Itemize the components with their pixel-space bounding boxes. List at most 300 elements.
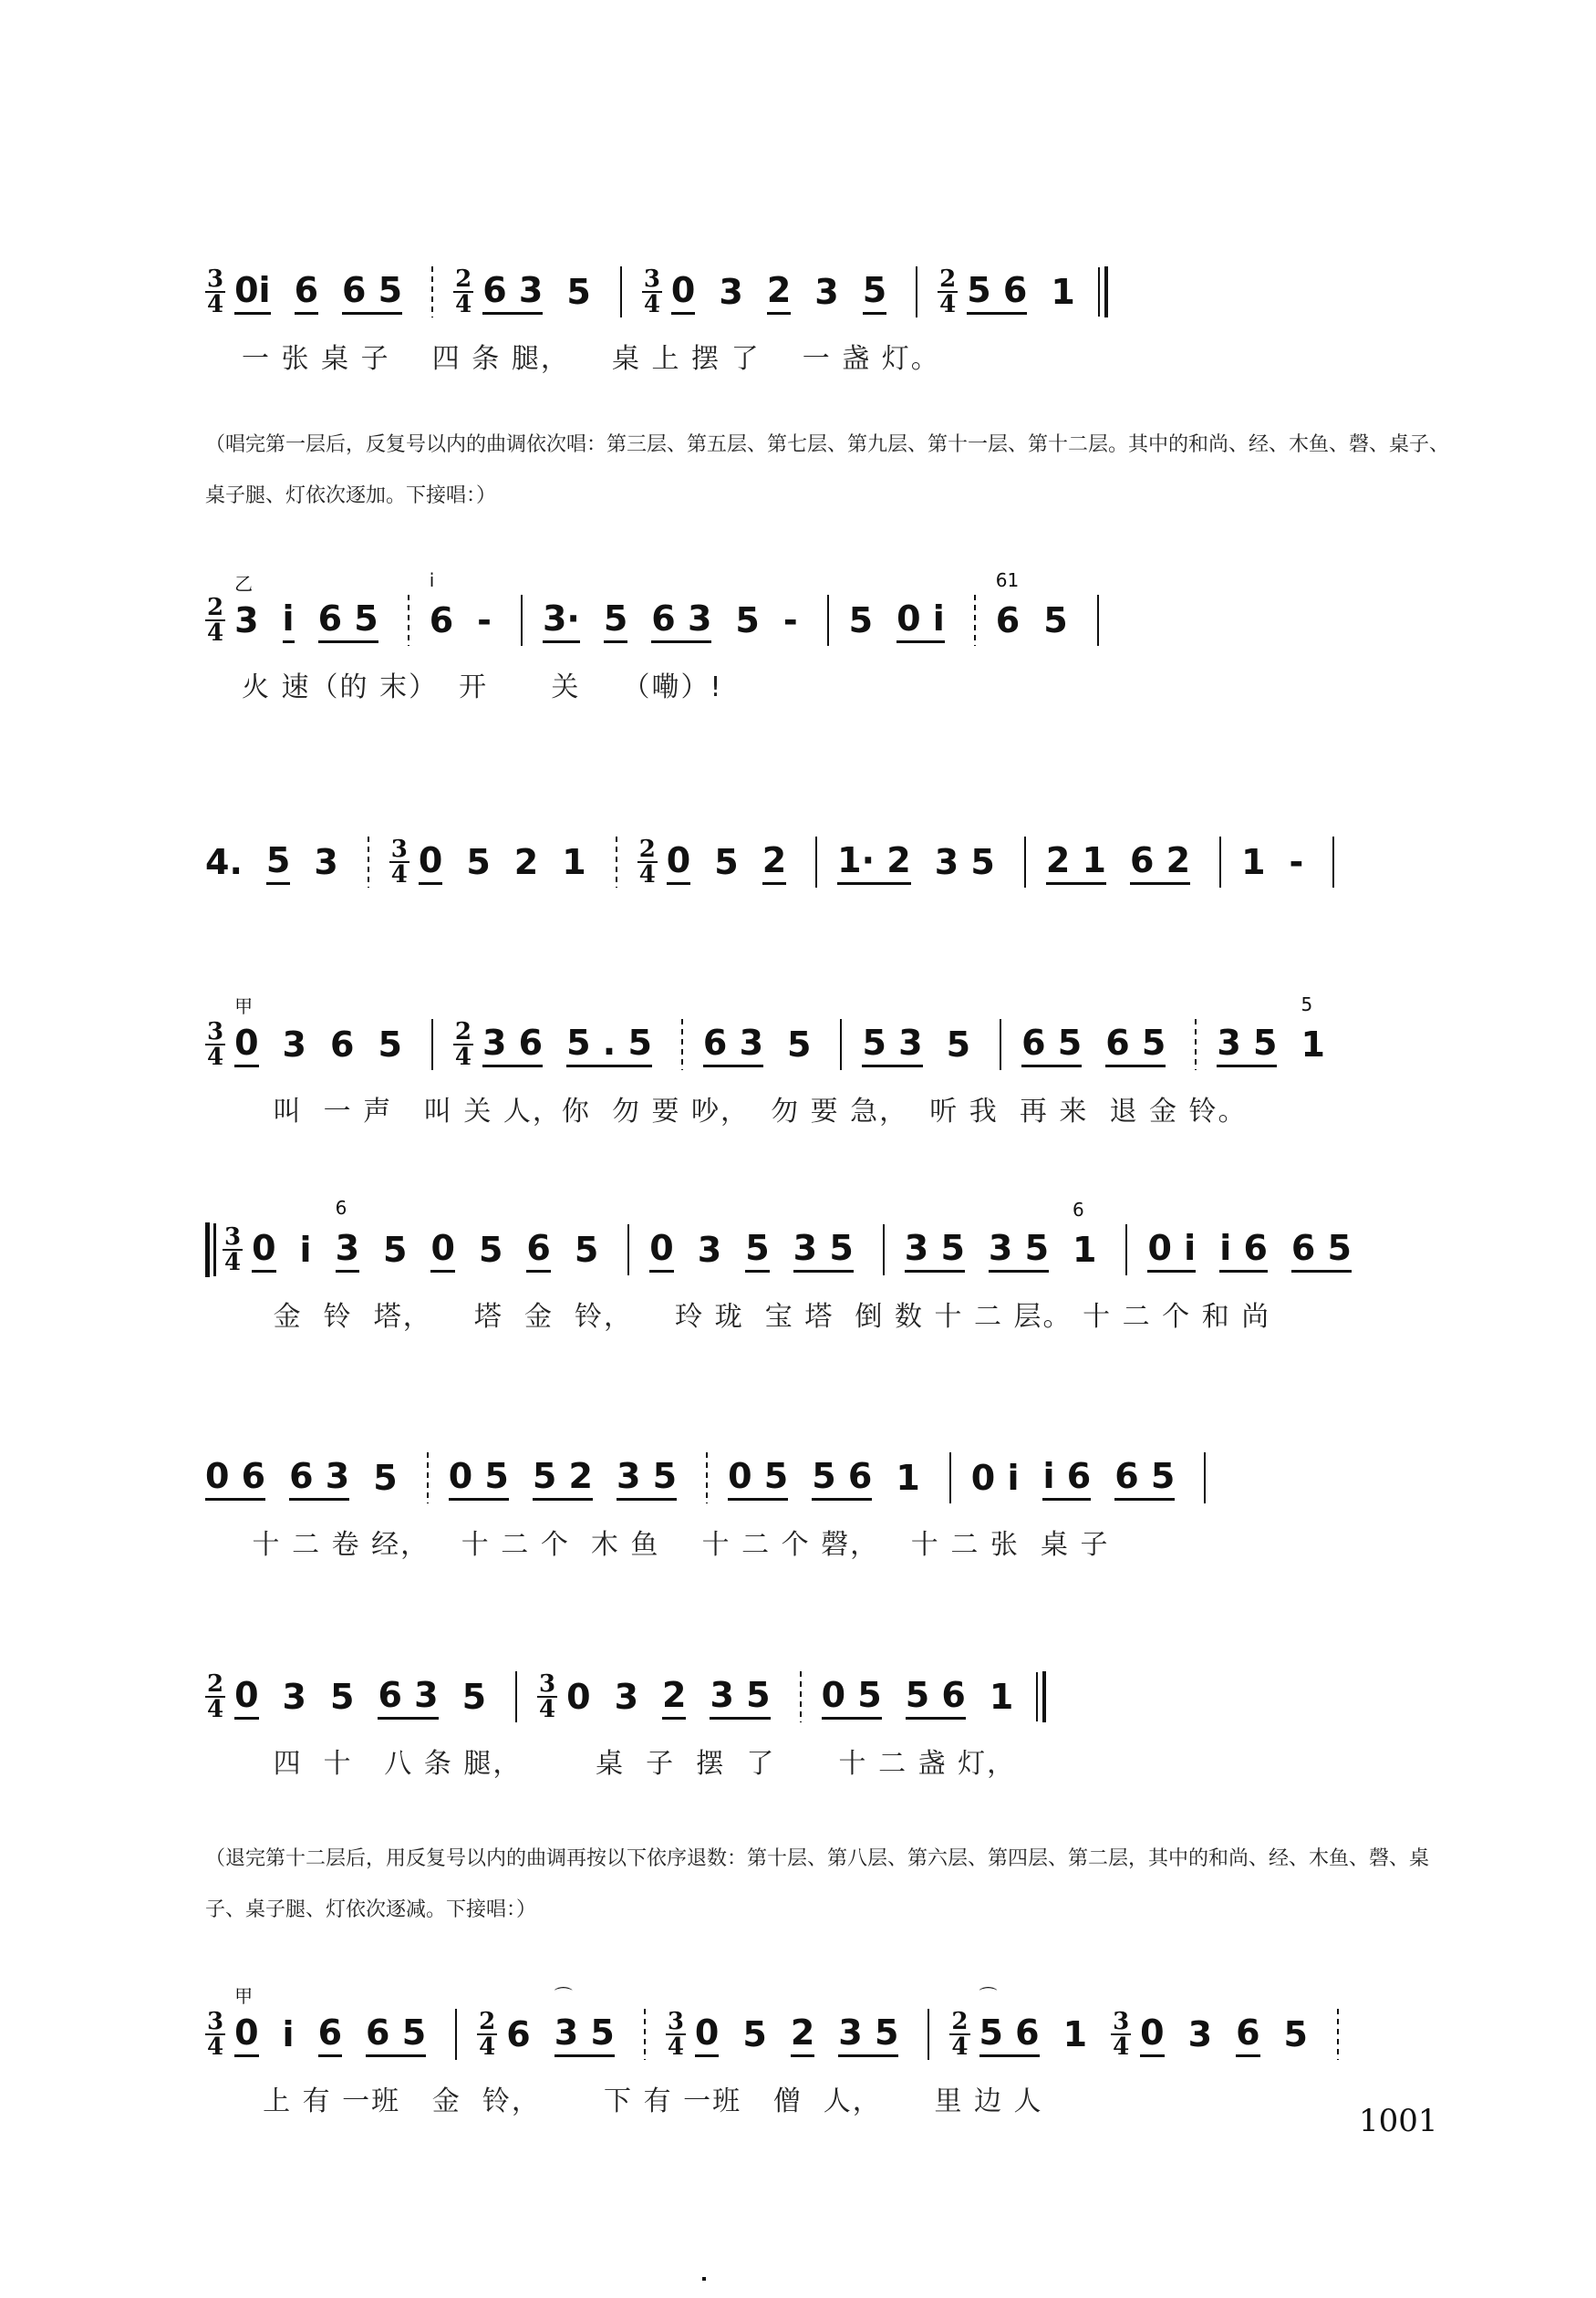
note-group (330, 1677, 354, 1717)
note-digits: 1 (896, 1458, 920, 1498)
note-group (566, 1677, 590, 1717)
time-signature-numerator: 3 (539, 1670, 556, 1698)
end-repeat-barline (1042, 1671, 1046, 1722)
note-group (1105, 1023, 1166, 1067)
note-group (1291, 1228, 1352, 1273)
notation-row (205, 1984, 1455, 2075)
note-group (314, 842, 337, 882)
note-group (615, 1677, 638, 1717)
note-digits: 5 . 5 (566, 1022, 652, 1063)
note-digits: 6 5 (317, 598, 378, 639)
note-digits: 3 5 (793, 1227, 854, 1268)
grace-mark: i (429, 569, 435, 591)
time-signature-denominator: 4 (207, 1044, 224, 1071)
staff-line-6 (205, 1437, 1455, 1565)
note-digits: 5 6 (812, 1455, 873, 1496)
note-digits: 6 3 (702, 1022, 764, 1063)
note-group (838, 2012, 898, 2057)
staff-line-8 (205, 1984, 1455, 2121)
barline (515, 1671, 517, 1722)
note-digits: 6 (317, 2012, 343, 2053)
time-signature (205, 2010, 225, 2059)
note-digits: 3 (234, 600, 259, 640)
time-signature-numerator: 2 (951, 2008, 969, 2035)
grace-mark: 6 (335, 1196, 347, 1219)
note-digits: 3 6 (482, 1022, 544, 1063)
note-digits: 6 (330, 1024, 355, 1065)
note-digits: 2 (766, 269, 792, 310)
note-group (947, 1024, 970, 1065)
note-group (283, 1677, 306, 1717)
note-group (1188, 2014, 1212, 2054)
barline (1097, 595, 1099, 646)
note-digits: 3 5 (988, 1227, 1050, 1268)
note-digits: 4. (205, 842, 243, 882)
note-group (862, 1023, 922, 1067)
note-group (671, 270, 695, 315)
note-digits: 5 6 (967, 269, 1028, 310)
scan-artifact (702, 2277, 706, 2281)
notation-row (205, 993, 1455, 1086)
note-digits: 6 5 (1114, 1455, 1176, 1496)
note-digits: 0 i (896, 598, 945, 639)
note-digits: 0 (666, 839, 691, 880)
note-group (1290, 842, 1304, 882)
time-signature (389, 837, 409, 887)
note-digits: 5 (946, 1024, 971, 1065)
time-signature-denominator: 4 (224, 1249, 242, 1276)
time-signature-numerator: 3 (390, 836, 408, 863)
note-group (429, 569, 454, 640)
time-signature (537, 1672, 557, 1721)
note-digits: 5 (745, 1227, 770, 1268)
note-group (863, 270, 886, 315)
note-digits: i (299, 1230, 312, 1270)
note-digits: 1 (1301, 1024, 1325, 1065)
note-digits: 5 (566, 272, 591, 312)
note-group (979, 1984, 1040, 2057)
barline (827, 595, 829, 646)
note-digits: 0 (566, 1677, 591, 1717)
time-signature (1111, 2010, 1131, 2059)
note-group (767, 270, 791, 315)
note-group (849, 600, 873, 640)
note-group (1140, 2012, 1164, 2057)
barline (1000, 1019, 1001, 1070)
note-group (695, 2012, 719, 2057)
note-group (762, 840, 786, 885)
note-digits: 0 5 (728, 1455, 789, 1496)
note-digits: 3 5 (1217, 1022, 1278, 1063)
note-group (526, 1228, 550, 1273)
note-digits: 6 (506, 2014, 531, 2054)
time-signature-denominator: 4 (390, 861, 408, 889)
note-group (1284, 2014, 1308, 2054)
note-group (1301, 993, 1325, 1065)
note-group (662, 1675, 686, 1720)
note-digits: 1· 2 (837, 839, 911, 880)
grace-mark: 甲 (234, 1984, 254, 2007)
time-signature-denominator: 4 (455, 291, 472, 318)
note-digits: 5 6 (979, 2012, 1040, 2053)
time-signature-denominator: 4 (643, 291, 660, 318)
time-signature-denominator: 4 (951, 2033, 969, 2061)
note-group (266, 840, 290, 885)
note-digits: 1 (1062, 2014, 1088, 2054)
grace-mark: 6 (1073, 1199, 1084, 1221)
lyrics-row: 叫 一 声 叫 关 人，你 勿 要 吵， 勿 要 急， 听 我 再 来 退 金 铃。 (242, 1096, 1248, 1128)
note-group (1241, 842, 1265, 882)
time-signature-denominator: 4 (1113, 2033, 1130, 2061)
note-digits: 3 (814, 272, 839, 312)
barline (928, 2009, 929, 2060)
note-group (719, 272, 742, 312)
note-group (466, 842, 490, 882)
lyrics-row (205, 903, 1455, 949)
note-digits: 0 i (970, 1458, 1020, 1498)
staff-line-4 (205, 993, 1455, 1131)
note-digits: 5 (478, 1230, 503, 1270)
note-group (698, 1230, 721, 1270)
barline (427, 1452, 429, 1503)
lyrics-row: 一 张 桌 子 四 条 腿， 桌 上 摆 了 一 盏 灯。 (242, 343, 940, 375)
time-signature-numerator: 3 (1113, 2008, 1130, 2035)
note-group (477, 600, 492, 640)
note-digits: 3 (335, 1227, 360, 1268)
note-group (295, 270, 318, 315)
note-group (812, 1456, 872, 1501)
staff-line-2 (205, 569, 1455, 707)
grace-mark: 乙 (234, 573, 254, 595)
barline (616, 837, 617, 888)
time-signature-numerator: 2 (638, 836, 656, 863)
note-digits: 5 (848, 600, 874, 640)
note-group (283, 2014, 295, 2054)
time-signature-denominator: 4 (638, 861, 656, 889)
note-digits: 5 3 (862, 1022, 923, 1063)
time-signature-numerator: 2 (479, 2008, 496, 2035)
note-group (906, 1675, 966, 1720)
grace-mark: ⌒ (979, 1984, 998, 2007)
note-group (533, 1456, 593, 1501)
note-digits: 5 (466, 842, 491, 882)
time-signature-numerator: 2 (207, 594, 224, 621)
time-signature (205, 1020, 225, 1069)
note-digits: 2 (790, 2012, 815, 2053)
notation-row (205, 1196, 1455, 1291)
note-group (1219, 1228, 1268, 1273)
note-group (814, 272, 838, 312)
note-digits: 6 5 (366, 2012, 427, 2053)
note-group (1073, 1199, 1097, 1270)
barline (408, 595, 409, 646)
note-digits: 6 3 (482, 269, 544, 310)
note-group (479, 1230, 503, 1270)
barline (368, 837, 369, 888)
notation-row (205, 1656, 1455, 1738)
note-digits: - (782, 600, 798, 640)
note-digits: 0 i (1147, 1227, 1197, 1268)
time-signature-numerator: 3 (207, 1018, 224, 1045)
note-group (252, 1228, 275, 1273)
note-digits: i (282, 598, 295, 639)
note-digits: 3 (614, 1677, 639, 1717)
time-signature-denominator: 4 (479, 2033, 496, 2061)
staff-line-1 (205, 251, 1455, 379)
note-digits: 0 (430, 1227, 455, 1268)
barline (620, 266, 622, 317)
notation-row (205, 1437, 1455, 1519)
barline (431, 266, 433, 317)
note-group (667, 840, 690, 885)
grace-mark: ⌒ (554, 1984, 573, 2007)
performance-note-note-2: （退完第十二层后，用反复号以内的曲调再按以下依序退数：第十层、第八层、第六层、第四层、第二层，其中的和尚、经、木鱼、磬、桌子、桌子腿、灯依次逐减。下接唱：） (205, 1847, 1430, 1921)
time-signature-denominator: 4 (667, 2033, 684, 2061)
lyrics-row: 火 速（的 末） 开 关 （嘞）! (242, 671, 723, 703)
note-digits: 5 (461, 1677, 487, 1717)
time-signature (666, 2010, 686, 2059)
note-digits: 6 (429, 600, 454, 640)
note-group (728, 1456, 788, 1501)
note-digits: 0 (1140, 2012, 1165, 2053)
time-signature (453, 1020, 473, 1069)
time-signature-numerator: 2 (939, 265, 957, 293)
note-group (506, 2014, 530, 2054)
barline (916, 266, 917, 317)
notation-row (205, 821, 1455, 903)
note-group (462, 1677, 486, 1717)
staff-line-3 (205, 821, 1455, 949)
note-group (935, 842, 995, 882)
time-signature (205, 596, 225, 645)
note-group (896, 598, 945, 643)
note-group (791, 2012, 814, 2057)
barline (431, 1019, 433, 1070)
note-group (1114, 1456, 1175, 1501)
time-signature-numerator: 3 (207, 265, 224, 293)
note-group (234, 1984, 259, 2057)
note-digits: 6 2 (1129, 839, 1191, 880)
note-digits: 3 (1187, 2014, 1213, 2054)
note-digits: 0 (234, 2012, 259, 2053)
lyrics-row: 十 二 卷 经， 十 二 个 木 鱼 十 二 个 磬， 十 二 张 桌 子 (242, 1529, 1110, 1561)
barline (706, 1452, 708, 1503)
note-digits: 0 (418, 839, 443, 880)
note-digits: 5 2 (532, 1455, 593, 1496)
note-digits: 0 (694, 2012, 720, 2053)
note-digits: 3 5 (710, 1674, 771, 1715)
note-digits: 0 (234, 1674, 259, 1715)
note-group (318, 2012, 342, 2057)
note-digits: 3 5 (838, 2012, 899, 2053)
note-group (300, 1230, 312, 1270)
note-digits: 2 (662, 1674, 687, 1715)
note-digits: 5 (1283, 2014, 1308, 2054)
note-digits: 3· (542, 598, 580, 639)
note-group (967, 270, 1027, 315)
grace-mark: 甲 (234, 994, 254, 1017)
note-group (787, 1024, 811, 1065)
note-group (1217, 1023, 1277, 1067)
note-group (905, 1228, 965, 1273)
notation-row (205, 251, 1455, 333)
note-group (318, 598, 378, 643)
note-group (651, 598, 711, 643)
note-digits: 3 (314, 842, 338, 882)
note-group (342, 270, 402, 315)
time-signature-denominator: 4 (454, 1044, 472, 1071)
note-digits: 1 (1241, 842, 1266, 882)
note-digits: 5 (330, 1677, 355, 1717)
time-signature-denominator: 4 (539, 1696, 556, 1723)
note-group (383, 1230, 407, 1270)
note-digits: 5 (378, 1024, 402, 1065)
note-digits: 3 (697, 1230, 722, 1270)
time-signature (938, 267, 958, 317)
note-digits: 6 3 (651, 598, 712, 639)
barline (521, 595, 523, 646)
note-group (234, 994, 259, 1067)
note-digits: 0 (649, 1227, 674, 1268)
note-group (205, 1456, 265, 1501)
note-group (837, 840, 911, 885)
note-digits: 5 (574, 1230, 599, 1270)
note-digits: 6 3 (289, 1455, 350, 1496)
note-digits: 5 (742, 2014, 767, 2054)
barline (681, 1019, 683, 1070)
time-signature (642, 267, 662, 317)
time-signature (637, 837, 658, 887)
barline (644, 2009, 646, 2060)
note-group (822, 1675, 882, 1720)
note-digits: 5 (383, 1230, 408, 1270)
note-group (566, 1023, 652, 1067)
note-group (1147, 1228, 1196, 1273)
note-group (1042, 1456, 1091, 1501)
note-group (419, 840, 442, 885)
note-group (604, 598, 627, 643)
note-digits: 6 5 (1290, 1227, 1352, 1268)
note-digits: 0 (234, 1022, 259, 1063)
time-signature-numerator: 3 (224, 1223, 242, 1251)
note-group (742, 2014, 766, 2054)
note-group (896, 1458, 919, 1498)
note-digits: i (282, 2014, 295, 2054)
note-digits: 0 5 (448, 1455, 509, 1496)
note-group (482, 1023, 543, 1067)
note-group (449, 1456, 509, 1501)
note-group (283, 598, 295, 643)
note-group (793, 1228, 854, 1273)
time-signature (949, 2010, 969, 2059)
barline (840, 1019, 842, 1070)
note-digits: 6 (995, 600, 1021, 640)
lyrics-row: 上 有 一班 金 铃， 下 有 一班 僧 人， 里 边 人 (242, 2085, 1043, 2117)
barline (815, 837, 817, 888)
note-group (378, 1024, 401, 1065)
note-group (378, 1675, 438, 1720)
note-group (205, 842, 243, 882)
note-digits: 5 (373, 1458, 398, 1498)
note-digits: 1 (1073, 1230, 1097, 1270)
note-group (373, 1458, 397, 1498)
note-group (1021, 1023, 1082, 1067)
note-digits: 0 (670, 269, 696, 310)
note-digits: 1 (989, 1677, 1014, 1717)
note-group (234, 270, 270, 315)
note-group (1043, 600, 1067, 640)
time-signature-numerator: 2 (454, 1018, 472, 1045)
barline (883, 1224, 885, 1275)
note-digits: i 6 (1042, 1455, 1092, 1496)
barline (1195, 1019, 1197, 1070)
note-group (234, 573, 259, 640)
note-digits: 3 5 (554, 2012, 615, 2053)
note-digits: 6 3 (378, 1674, 439, 1715)
note-digits: 3 5 (904, 1227, 965, 1268)
time-signature-denominator: 4 (207, 619, 224, 647)
note-group (710, 1675, 770, 1720)
barline (949, 1452, 951, 1503)
note-digits: - (1289, 842, 1304, 882)
note-group (971, 1458, 1020, 1498)
note-group (1130, 840, 1190, 885)
note-digits: 5 (735, 600, 760, 640)
note-group (366, 2012, 426, 2057)
note-group (514, 842, 538, 882)
barline (800, 1671, 802, 1722)
barline (974, 595, 976, 646)
time-signature-denominator: 4 (207, 2033, 224, 2061)
grace-mark: 5 (1301, 993, 1313, 1015)
note-group (1051, 272, 1074, 312)
time-signature-numerator: 3 (207, 2008, 224, 2035)
grace-mark: 61 (995, 569, 1020, 591)
note-group (649, 1228, 673, 1273)
note-digits: 1 (562, 842, 586, 882)
note-group (989, 1228, 1049, 1273)
lyrics-row: 金 铃 塔， 塔 金 铃， 玲 珑 宝 塔 倒 数 十 二 层。 十 二 个 和 尚 (242, 1301, 1271, 1333)
note-digits: 0 (252, 1227, 276, 1268)
time-signature (205, 267, 225, 317)
note-group (745, 1228, 769, 1273)
note-group (554, 1984, 615, 2057)
note-group (990, 1677, 1013, 1717)
note-group (1236, 2012, 1259, 2057)
note-digits: 6 (294, 269, 319, 310)
note-digits: 5 (603, 598, 628, 639)
barline (455, 2009, 457, 2060)
note-group (735, 600, 759, 640)
note-group (566, 272, 590, 312)
note-digits: 5 (714, 842, 739, 882)
note-group (482, 270, 543, 315)
note-group (283, 1024, 306, 1065)
note-digits: 5 6 (905, 1674, 966, 1715)
note-digits: 6 (1236, 2012, 1260, 2053)
note-digits: 6 5 (1021, 1022, 1083, 1063)
note-digits: 3 5 (616, 1455, 678, 1496)
note-group (575, 1230, 598, 1270)
note-digits: 6 (526, 1227, 551, 1268)
note-digits: 2 (762, 839, 787, 880)
staff-line-7 (205, 1656, 1455, 1783)
note-digits: - (477, 600, 492, 640)
barline (1337, 2009, 1339, 2060)
performance-note-note-1: （唱完第一层后，反复号以内的曲调依次唱：第三层、第五层、第七层、第九层、第十一层、第十二层。其中的和尚、经、木鱼、磬、桌子、桌子腿、灯依次逐加。下接唱：） (205, 433, 1450, 507)
note-group (562, 842, 586, 882)
note-group (289, 1456, 349, 1501)
